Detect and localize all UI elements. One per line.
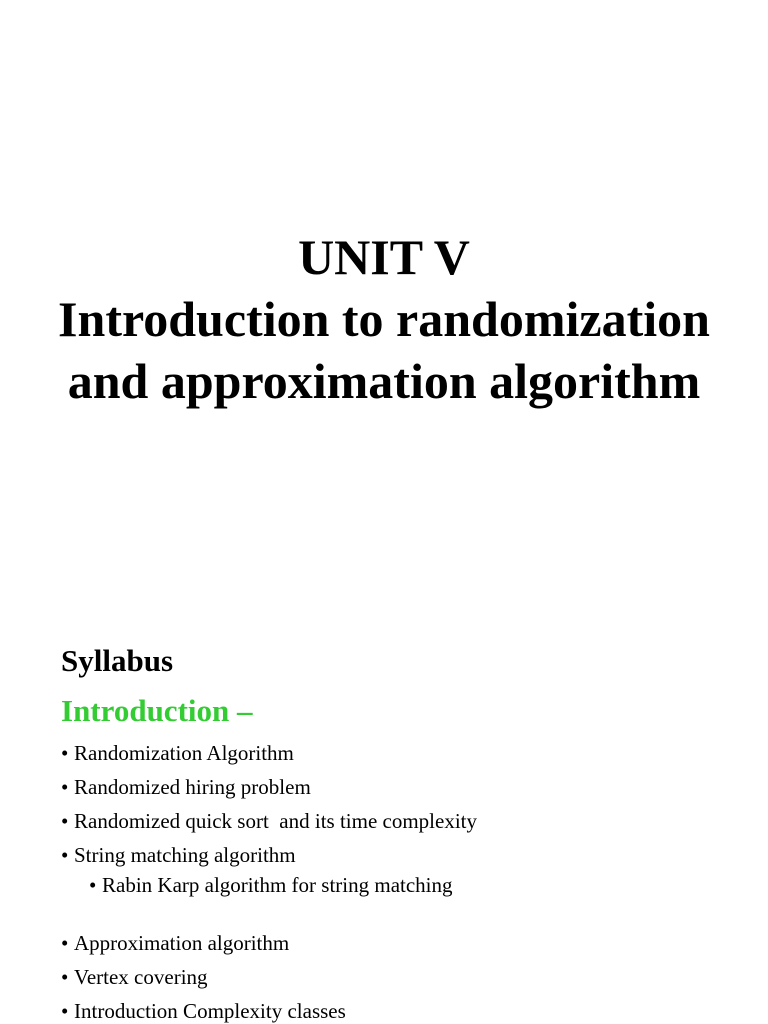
list-item: [61, 930, 289, 956]
list-item-text: Randomized hiring problem: [74, 775, 311, 799]
list-item: [61, 774, 311, 800]
title-line-3: and approximation algorithm: [67, 353, 701, 409]
list-item-text: Approximation algorithm: [74, 931, 290, 955]
bullet-icon: •: [61, 965, 69, 989]
bullet-icon: •: [61, 931, 69, 955]
bullet-icon: •: [61, 741, 69, 765]
list-item-text: Rabin Karp algorithm for string matching: [102, 873, 453, 897]
syllabus-heading: Syllabus: [61, 643, 174, 678]
page-title: [0, 226, 768, 412]
introduction-heading: Introduction –: [61, 693, 253, 728]
list-item: [61, 740, 294, 766]
list-item: [61, 964, 208, 990]
list-item: [61, 842, 296, 868]
list-item-text: Randomized quick sort and its time complexity: [74, 809, 478, 833]
title-unit: UNIT V: [298, 229, 470, 285]
bullet-icon: •: [61, 775, 69, 799]
bullet-icon: •: [61, 843, 69, 867]
title-line-2: Introduction to randomization: [58, 291, 710, 347]
sub-list-item: [89, 872, 453, 898]
list-item-text: Randomization Algorithm: [74, 741, 294, 765]
bullet-icon: •: [61, 809, 69, 833]
bullet-icon: •: [89, 873, 97, 897]
list-item: [61, 808, 477, 834]
list-item: [61, 998, 346, 1024]
list-item-text: Vertex covering: [74, 965, 208, 989]
list-item-text: Introduction Complexity classes: [74, 999, 346, 1023]
bullet-icon: •: [61, 999, 69, 1023]
list-item-text: String matching algorithm: [74, 843, 296, 867]
